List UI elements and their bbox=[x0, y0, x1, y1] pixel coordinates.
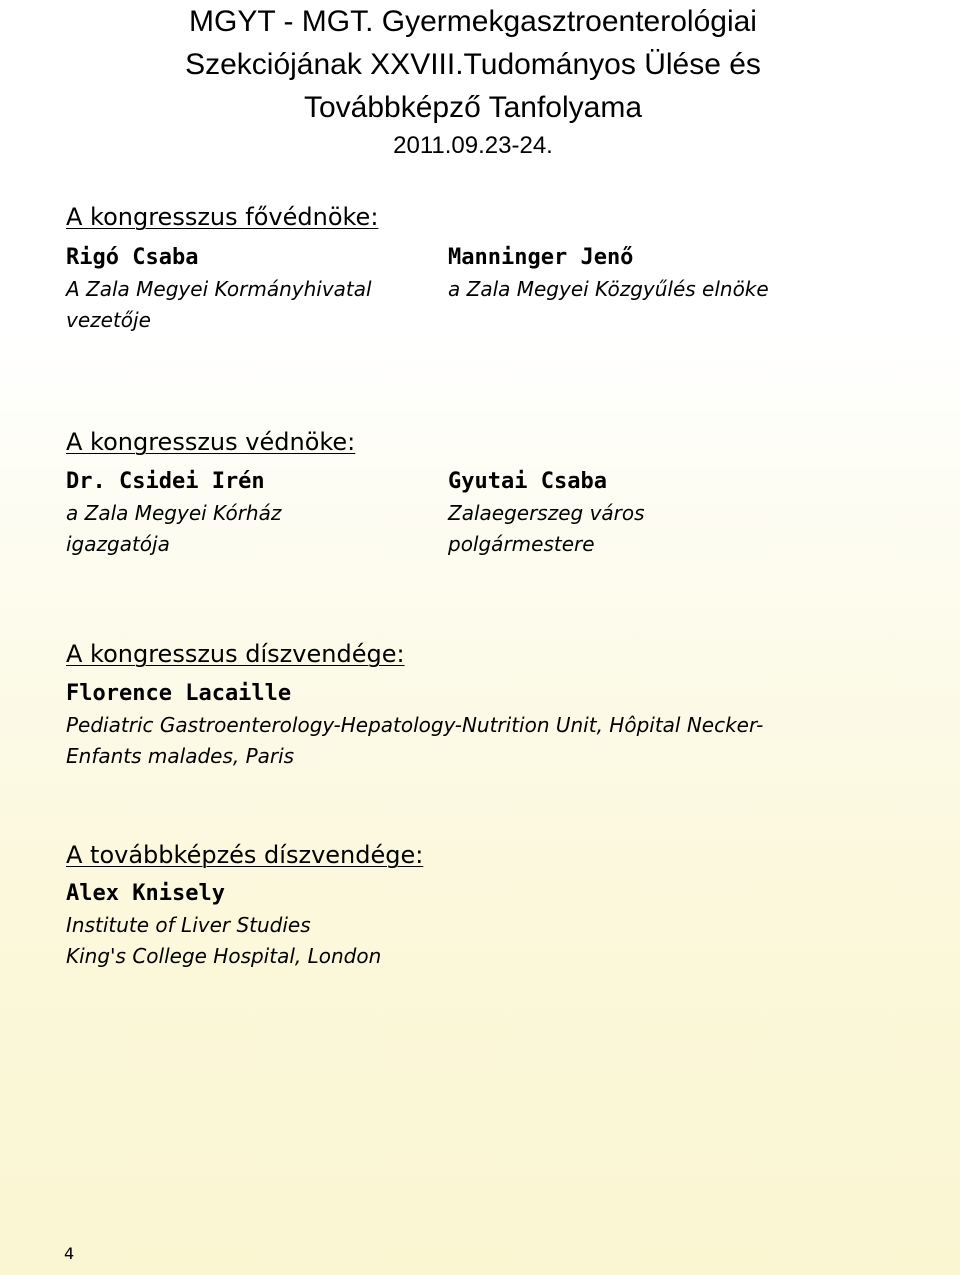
title-line-2: Szekciójának XXVIII.Tudományos Ülése és bbox=[185, 48, 761, 81]
person-role-line-1: A Zala Megyei Kormányhivatal bbox=[66, 277, 372, 301]
person-role-line-2: Enfants malades, Paris bbox=[66, 744, 295, 768]
title-line-1: MGYT - MGT. Gyermekgasztroenterológiai bbox=[189, 5, 757, 38]
person-role-line-1: a Zala Megyei Közgyűlés elnöke bbox=[448, 277, 769, 301]
person-role-line-2: King's College Hospital, London bbox=[66, 944, 382, 968]
person-role-line-1: Pediatric Gastroenterology-Hepatology-Nutrition Unit, Hôpital Necker- bbox=[66, 713, 764, 737]
tovabbkepzes-heading: A továbbképzés díszvendége: bbox=[66, 841, 424, 869]
person-role-line-1: a Zala Megyei Kórház bbox=[66, 501, 282, 525]
person-name: Dr. Csidei Irén bbox=[66, 469, 265, 494]
vednok-heading: A kongresszus védnöke: bbox=[66, 428, 356, 456]
person-name: Florence Lacaille bbox=[66, 681, 292, 706]
vednok-person-2 bbox=[448, 466, 928, 560]
page-number: 4 bbox=[64, 1244, 75, 1263]
person-name: Rigó Csaba bbox=[66, 245, 199, 270]
fovednok-person-2 bbox=[448, 242, 928, 305]
event-date: 2011.09.23-24. bbox=[393, 132, 553, 159]
person-name: Alex Knisely bbox=[66, 881, 225, 906]
person-role-line-2: igazgatója bbox=[66, 532, 170, 556]
fovednok-person-1 bbox=[66, 242, 426, 336]
diszvendeg-person bbox=[66, 678, 936, 772]
title-line-3: Továbbképző Tanfolyama bbox=[304, 91, 642, 124]
person-name: Manninger Jenő bbox=[448, 245, 634, 270]
person-role-line-1: Institute of Liver Studies bbox=[66, 913, 311, 937]
diszvendeg-heading: A kongresszus díszvendége: bbox=[66, 640, 405, 668]
person-name: Gyutai Csaba bbox=[448, 469, 607, 494]
person-role-line-2: vezetője bbox=[66, 308, 151, 332]
person-role-line-1: Zalaegerszeg város bbox=[448, 501, 645, 525]
document-title bbox=[0, 0, 946, 163]
fovednok-heading: A kongresszus fővédnöke: bbox=[66, 203, 379, 231]
tovabbkepzes-person bbox=[66, 878, 766, 972]
person-role-line-2: polgármestere bbox=[448, 532, 595, 556]
vednok-person-1 bbox=[66, 466, 426, 560]
